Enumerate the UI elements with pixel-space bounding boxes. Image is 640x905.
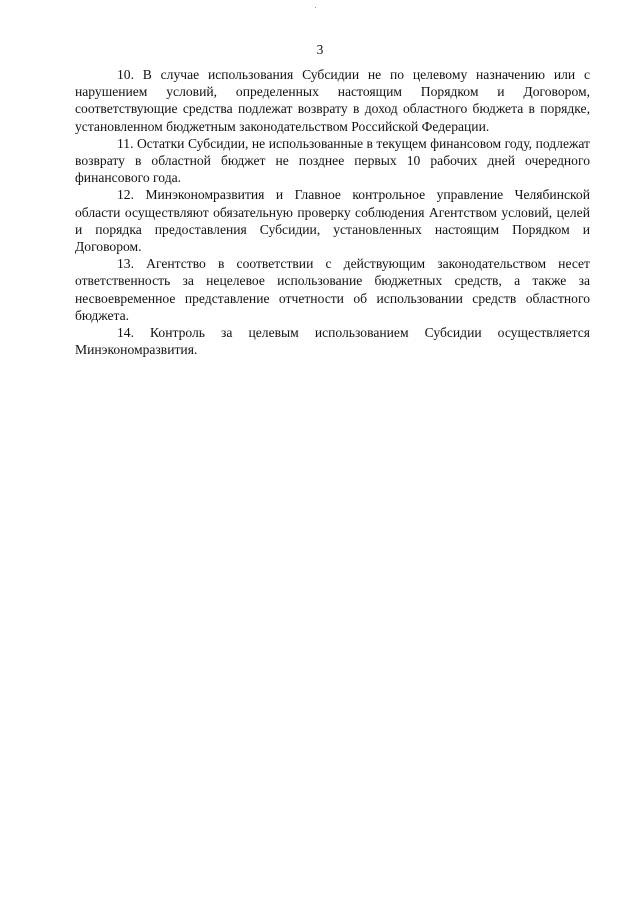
paragraph-12: 12. Минэкономразвития и Главное контрольное управление Челябинской области осуществляют обязательную проверку соблюдения Агентством условий, целей и порядка предоставления Субсидии, установленных настоящим Порядком и Договором. (75, 187, 590, 255)
paragraph-14: 14. Контроль за целевым использованием Субсидии осуществляется Минэкономразвития. (75, 325, 590, 358)
paragraph-11: 11. Остатки Субсидии, не использованные в текущем финансовом году, подлежат возврату в областной бюджет не позднее первых 10 рабочих дней очередного финансового года. (75, 135, 590, 186)
scan-speck (315, 7, 316, 8)
document-body (75, 66, 590, 358)
paragraph-13: 13. Агентство в соответствии с действующим законодательством несет ответственность за нецелевое использование бюджетных средств, а также за несвоевременное представление отчетности об использовании средств областного бюджета. (75, 256, 590, 323)
page-number: 3 (316, 42, 324, 57)
paragraph-10: 10. В случае использования Субсидии не по целевому назначению или с нарушением условий, определенных настоящим Порядком и Договором, соответствующие средства подлежат возврату в доход областного бюджета в порядке, установленном бюджетным законодательством Российской Федерации. (75, 67, 590, 134)
